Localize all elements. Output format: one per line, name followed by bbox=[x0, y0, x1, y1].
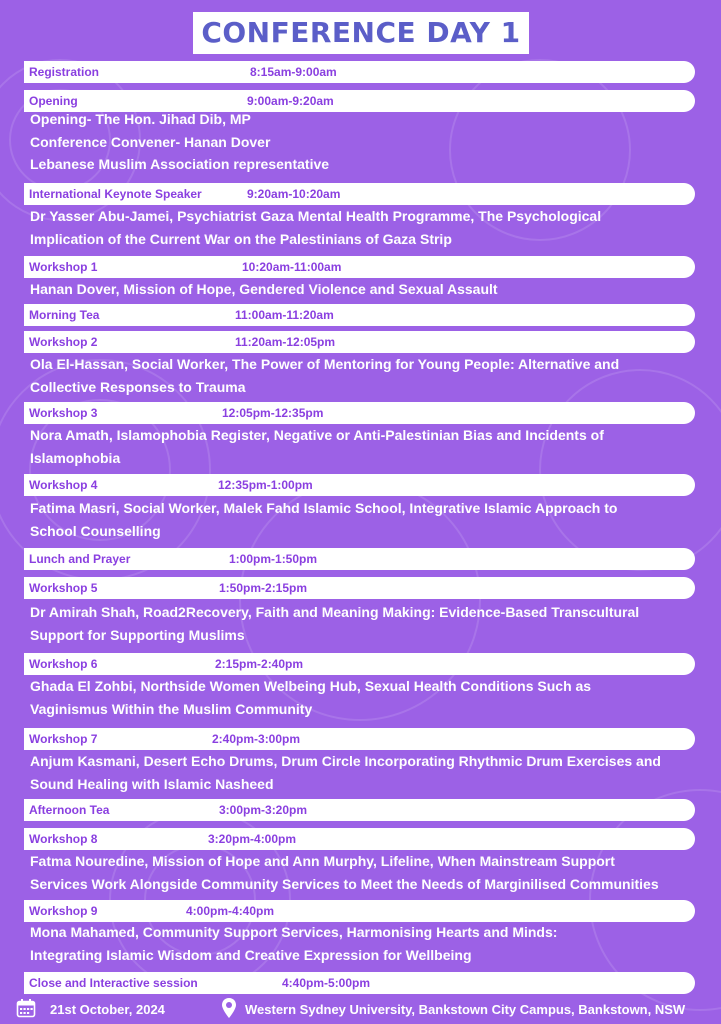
session-description bbox=[30, 278, 700, 301]
session-header bbox=[24, 972, 695, 994]
session-header bbox=[24, 331, 695, 353]
description-line: Dr Yasser Abu-Jamei, Psychiatrist Gaza Mental Health Programme, The Psychological bbox=[30, 208, 602, 224]
description-line: Fatima Masri, Social Worker, Malek Fahd Islamic School, Integrative Islamic Approach to bbox=[30, 500, 618, 516]
session-description bbox=[30, 108, 700, 176]
session-header bbox=[24, 548, 695, 570]
session-header bbox=[24, 183, 695, 205]
session-description bbox=[30, 353, 700, 398]
session-description bbox=[30, 424, 700, 469]
calendar-icon bbox=[16, 998, 36, 1023]
session-description bbox=[30, 850, 700, 895]
session-time: 9:00am-9:20am bbox=[247, 94, 334, 108]
description-line: Sound Healing with Islamic Nasheed bbox=[30, 775, 274, 792]
description-line: Opening- The Hon. Jihad Dib, MP bbox=[30, 111, 251, 127]
session-header bbox=[24, 728, 695, 750]
description-line: School Counselling bbox=[30, 522, 161, 539]
description-line: Mona Mahamed, Community Support Services, Harmonising Hearts and Minds: bbox=[30, 924, 558, 940]
description-line: Integrating Islamic Wisdom and Creative Expression for Wellbeing bbox=[30, 946, 472, 963]
session-name: Workshop 7 bbox=[29, 732, 98, 746]
session-time: 3:20pm-4:00pm bbox=[208, 832, 297, 846]
session-time: 4:00pm-4:40pm bbox=[186, 904, 275, 918]
event-date: 21st October, 2024 bbox=[50, 1002, 165, 1017]
session-name: Registration bbox=[29, 65, 100, 79]
description-line: Conference Convener- Hanan Dover bbox=[30, 133, 271, 150]
description-line: Ghada El Zohbi, Northside Women Welbeing Hub, Sexual Health Conditions Such as bbox=[30, 678, 592, 694]
page-title: CONFERENCE DAY 1 bbox=[193, 12, 529, 54]
description-line: Nora Amath, Islamophobia Register, Negative or Anti-Palestinian Bias and Incidents of bbox=[30, 427, 604, 443]
description-line: Hanan Dover, Mission of Hope, Gendered Violence and Sexual Assault bbox=[30, 281, 498, 297]
session-name: Morning Tea bbox=[29, 308, 100, 322]
description-line: Fatma Nouredine, Mission of Hope and Ann Murphy, Lifeline, When Mainstream Support bbox=[30, 853, 615, 869]
session-time: 3:00pm-3:20pm bbox=[219, 803, 308, 817]
location-pin-icon bbox=[221, 997, 237, 1024]
description-line: Vaginismus Within the Muslim Community bbox=[30, 700, 313, 717]
session-time: 11:00am-11:20am bbox=[235, 308, 334, 322]
description-line: Services Work Alongside Community Services to Meet the Needs of Marginilised Communities bbox=[30, 875, 659, 892]
session-name: Workshop 6 bbox=[29, 657, 98, 671]
session-name: Workshop 8 bbox=[29, 832, 98, 846]
session-name: Workshop 5 bbox=[29, 581, 98, 595]
session-header bbox=[24, 304, 695, 326]
session-time: 1:50pm-2:15pm bbox=[219, 581, 308, 595]
session-name: Close and Interactive session bbox=[29, 976, 198, 990]
session-header bbox=[24, 61, 695, 83]
session-header bbox=[24, 256, 695, 278]
session-name: Lunch and Prayer bbox=[29, 552, 131, 566]
session-time: 4:40pm-5:00pm bbox=[282, 976, 371, 990]
session-description bbox=[30, 750, 700, 795]
session-time: 12:05pm-12:35pm bbox=[222, 406, 324, 420]
description-line: Dr Amirah Shah, Road2Recovery, Faith and Meaning Making: Evidence-Based Transcultural bbox=[30, 604, 640, 620]
session-header bbox=[24, 402, 695, 424]
session-description bbox=[30, 497, 700, 542]
session-time: 2:40pm-3:00pm bbox=[212, 732, 301, 746]
session-header bbox=[24, 577, 695, 599]
session-header bbox=[24, 474, 695, 496]
session-time: 9:20am-10:20am bbox=[247, 187, 341, 201]
session-description bbox=[30, 921, 700, 966]
session-header bbox=[24, 799, 695, 821]
session-header bbox=[24, 828, 695, 850]
session-name: International Keynote Speaker bbox=[29, 187, 202, 201]
description-line: Anjum Kasmani, Desert Echo Drums, Drum Circle Incorporating Rhythmic Drum Exercises and bbox=[30, 753, 661, 769]
session-time: 11:20am-12:05pm bbox=[235, 335, 336, 349]
description-line: Lebanese Muslim Association representative bbox=[30, 156, 330, 172]
session-name: Workshop 1 bbox=[29, 260, 98, 274]
event-venue: Western Sydney University, Bankstown City Campus, Bankstown, NSW bbox=[245, 1002, 686, 1017]
footer bbox=[0, 996, 721, 1024]
description-line: Islamophobia bbox=[30, 449, 121, 466]
session-name: Workshop 4 bbox=[29, 478, 98, 492]
session-name: Workshop 3 bbox=[29, 406, 98, 420]
session-header bbox=[24, 653, 695, 675]
session-time: 1:00pm-1:50pm bbox=[229, 552, 318, 566]
session-description bbox=[30, 205, 700, 250]
description-line: Support for Supporting Muslims bbox=[30, 626, 245, 643]
session-time: 8:15am-9:00am bbox=[250, 65, 337, 79]
session-description bbox=[30, 675, 700, 720]
description-line: Collective Responses to Trauma bbox=[30, 378, 246, 395]
session-header bbox=[24, 900, 695, 922]
session-description bbox=[30, 601, 700, 646]
description-line: Implication of the Current War on the Palestinians of Gaza Strip bbox=[30, 230, 452, 247]
session-name: Opening bbox=[29, 94, 78, 108]
session-time: 10:20am-11:00am bbox=[242, 260, 342, 274]
session-name: Workshop 2 bbox=[29, 335, 98, 349]
session-time: 2:15pm-2:40pm bbox=[215, 657, 304, 671]
session-name: Workshop 9 bbox=[29, 904, 98, 918]
session-name: Afternoon Tea bbox=[29, 803, 110, 817]
session-time: 12:35pm-1:00pm bbox=[218, 478, 313, 492]
description-line: Ola El-Hassan, Social Worker, The Power of Mentoring for Young People: Alternative and bbox=[30, 356, 620, 372]
